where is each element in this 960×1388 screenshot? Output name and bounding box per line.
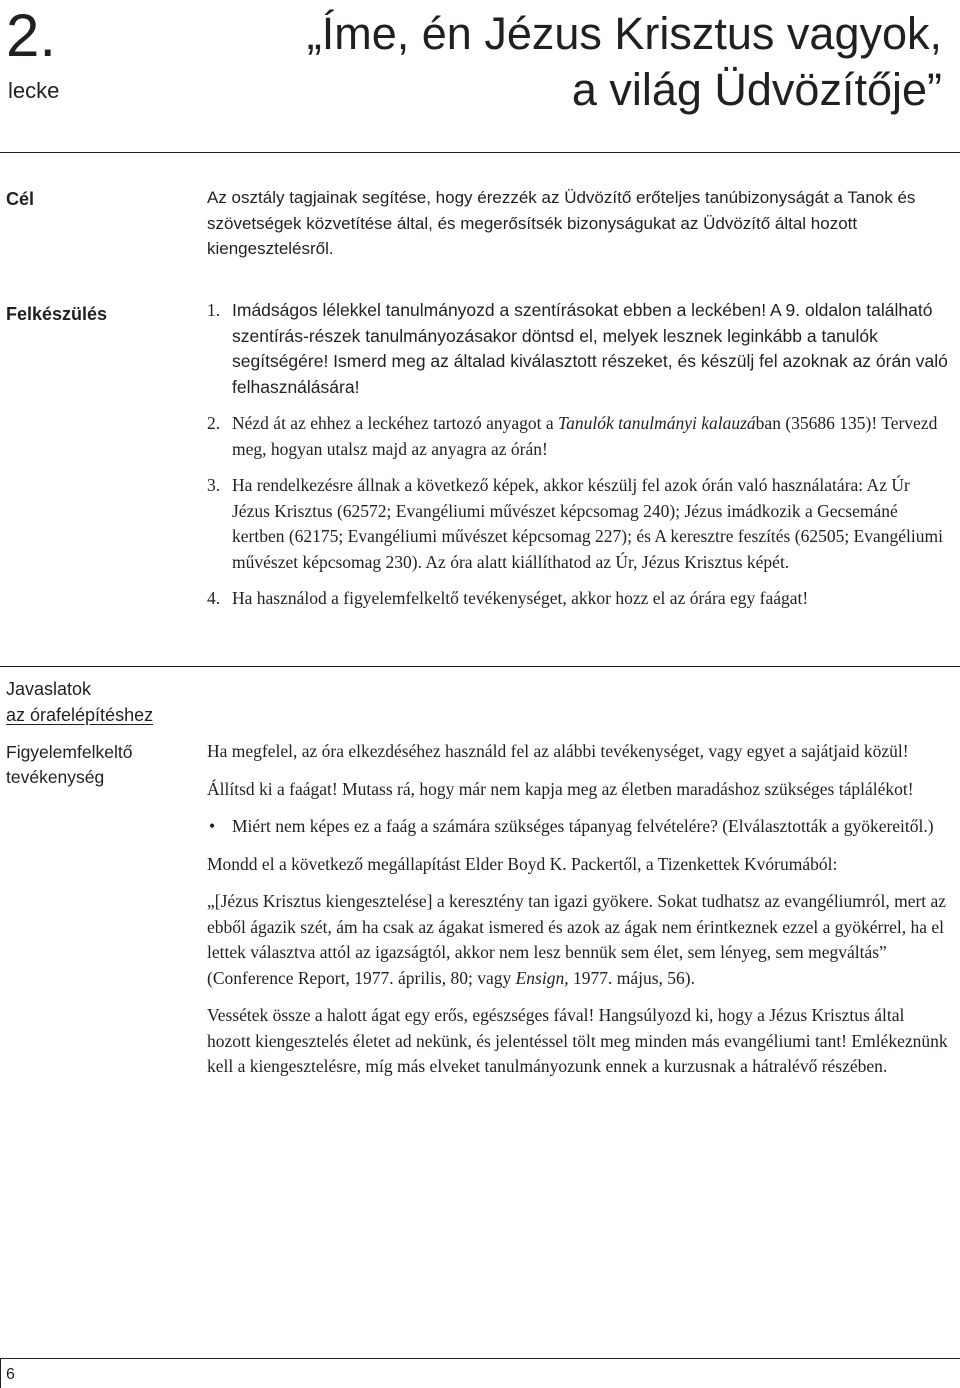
quote: „[Jézus Krisztus kiengesztelése] a keresztény tan igazi gyökere. Sokat tudhatsz az evangéliumról, mert az ebből ágazik szét, ám ha csak az ágakat ismered és azok az ágak nem érintkeznek ezzel a gyökérrel, ha el lettek választva attól az igazságtól, akkor nem lesz bennük sem élet, sem lényeg, sem megváltás” (Conference Report, 1977. április, 80; vagy Ensign, 1977. május, 56). (207, 891, 947, 988)
prep-item-2: 2. Nézd át az ehhez a leckéhez tartozó anyagot a Tanulók tanulmányi kalauzában (35686 135)! Tervezd meg, hogyan utalsz majd az anyagra az órán! (207, 413, 938, 459)
page-title (182, 6, 942, 118)
question-bullet: • Miért nem képes ez a faág a számára szükséges tápanyag felvételére? (Elválasztották a gyökereitől.) (207, 814, 952, 840)
section-separator (0, 666, 960, 667)
prep-item-4: 4. Ha használod a figyelemfelkeltő tevékenységet, akkor hozz el az órára egy faágat! (207, 588, 809, 608)
paragraph-branch: Állítsd ki a faágat! Mutass rá, hogy már nem kapja meg az életben maradáshoz szükséges táplálékot! (207, 778, 914, 799)
title-line-1: „Íme, én Jézus Krisztus vagyok, (306, 8, 942, 59)
paragraph-compare: Vessétek össze a halott ágat egy erős, egészséges fával! Hangsúlyozd ki, hogy a Jézus Krisztus által hozott kiengesztelés életet ad nekünk, és jelentéssel tölt meg minden más evangéliumi tant! Emlékeznünk kell a kiengesztelésre, míg más elveket tanulmányozunk ennek a kurzusnak a hátralévő részében. (207, 1005, 948, 1076)
prep-item-3: 3. Ha rendelkezésre állnak a következő képek, akkor készülj fel azok órán való használatára: Az Úr Jézus Krisztus (62572; Evangéliumi művészet képcsomag 240); Jézus imádkozik a Gecsemáné kertben (62175; Evangéliumi művészet képcsomag 227); és A keresztre feszítés (62505; Evangéliumi művészet képcsomag 230). Az óra alatt kiállíthatod az Úr, Jézus Krisztus képét. (207, 475, 943, 572)
lesson-number: 2. (6, 2, 57, 69)
suggestions-heading: Javaslatok az órafelépítéshez (6, 679, 154, 725)
paragraph-quote-intro: Mondd el a következő megállapítást Elder Boyd K. Packertől, a Tizenkettek Kvórumából: (207, 853, 838, 874)
suggestions-body (207, 739, 952, 1080)
felkeszules-list (207, 298, 952, 623)
section-label-cel: Cél (6, 189, 35, 209)
header-rule (0, 152, 960, 153)
paragraph-intro: Ha megfelel, az óra elkezdéséhez használd fel az alábbi tevékenységet, vagy egyet a sajátjaid közül! (207, 741, 909, 761)
attention-activity-label: Figyelemfelkeltő tevékenység (6, 742, 133, 787)
section-label-felkeszules: Felkészülés (6, 304, 108, 324)
prep-item-1: 1. Imádságos lélekkel tanulmányozd a szentírásokat ebben a leckében! A 9. oldalon található szentírás-részek tanulmányozásakor döntsd el, melyek lesznek leginkább a tanulók segítségére! Ismerd meg az általad kiválasztott részeket, és készülj fel azoknak az órán való felhasználására! (207, 300, 948, 397)
cel-text: Az osztály tagjainak segítése, hogy érezzék az Üdvözítő erőteljes tanúbizonyságát a Tanok és szövetségek közvetítése által, és megerősítsék bizonyságukat az Üdvözítő által hozott kiengesztelésről. (207, 188, 916, 258)
footer-vertical-rule (0, 1358, 1, 1388)
footer-rule (0, 1358, 960, 1359)
lesson-label: lecke (8, 78, 60, 103)
title-line-2: a világ Üdvözítője” (571, 64, 942, 115)
page-number: 6 (6, 1366, 15, 1383)
bullet-icon: • (209, 816, 216, 836)
